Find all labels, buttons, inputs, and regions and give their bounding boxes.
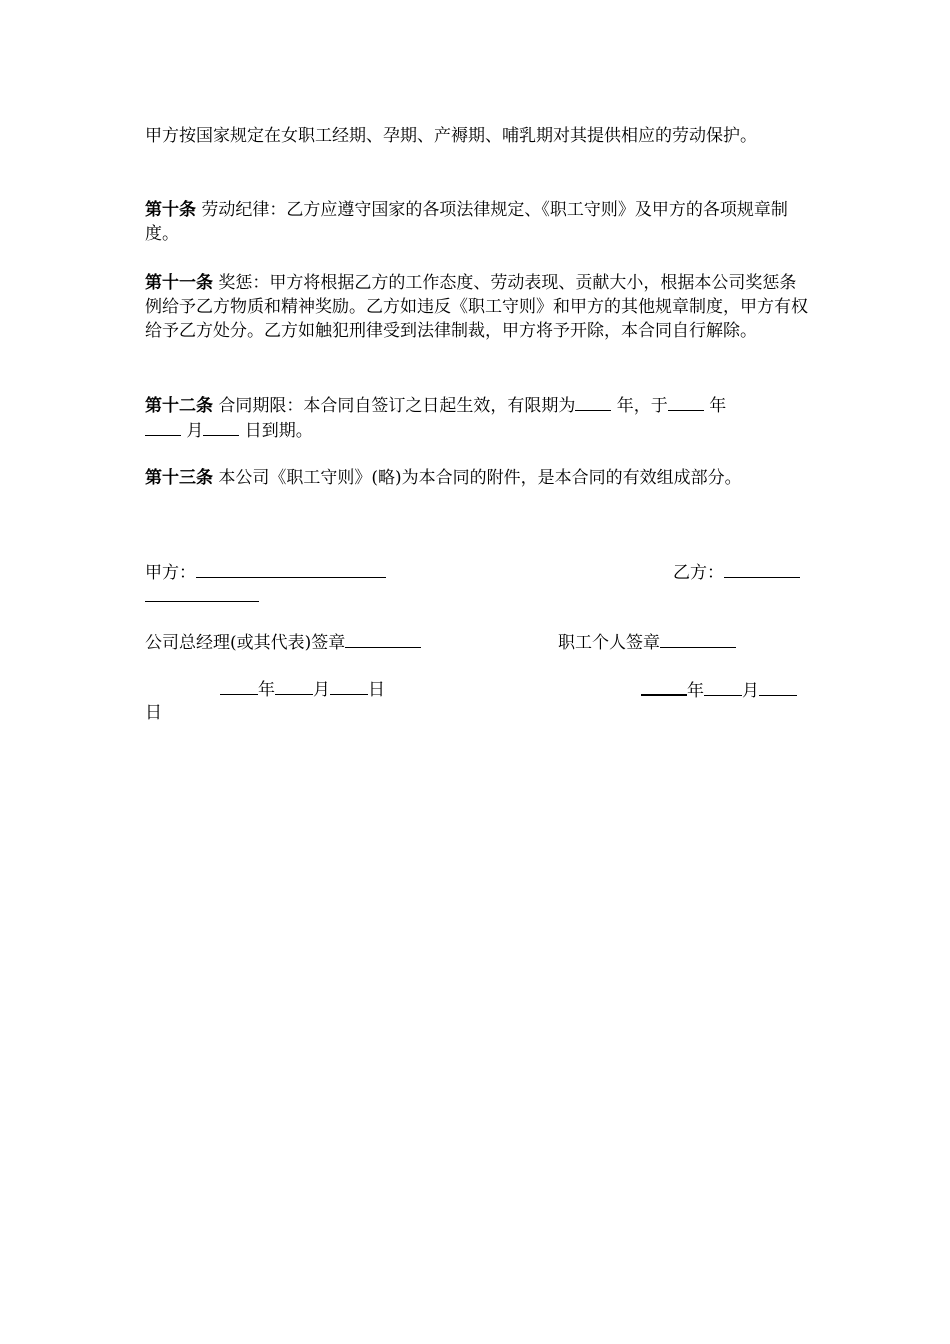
party-b-line: [673, 560, 800, 585]
article-12-text-d: 月: [181, 421, 204, 441]
article-10: [145, 198, 810, 246]
party-b-blank-2[interactable]: [145, 584, 259, 602]
date-a-day-label: 日: [368, 680, 385, 700]
paragraph-text: 甲方按国家规定在女职工经期、孕期、产褥期、哺乳期对其提供相应的劳动保护。: [145, 126, 757, 146]
article-13-text: 本公司《职工守则》(略)为本合同的附件，是本合同的有效组成部分。: [213, 468, 742, 488]
date-line-a: [220, 677, 385, 702]
blank-end-month: [145, 418, 181, 436]
manager-sign-label: 公司总经理(或其代表)签章: [145, 633, 346, 653]
party-a-line: [145, 560, 386, 585]
date-line-b-continuation: [145, 701, 162, 725]
article-11-text: 奖惩：甲方将根据乙方的工作态度、劳动表现、贡献大小，根据本公司奖惩条例给予乙方物质和精神奖励。乙方如违反《职工守则》和甲方的其他规章制度，甲方有权给予乙方处分。乙方如触犯刑律受到法律制裁，甲方将予开除，本合同自行解除。: [145, 273, 808, 341]
employee-sign-blank[interactable]: [660, 630, 736, 648]
date-a-year-blank[interactable]: [220, 677, 258, 695]
employee-sign-line: [558, 630, 736, 655]
article-13: [145, 466, 825, 490]
blank-end-year: [668, 393, 704, 411]
date-line-b: [641, 677, 797, 703]
party-b-label: 乙方：: [673, 563, 724, 583]
article-12-text-b: 年，于: [611, 396, 668, 416]
article-12-text-c: 年: [703, 396, 727, 416]
blank-period-years: [575, 393, 611, 411]
party-b-blank[interactable]: [724, 560, 800, 578]
article-11-label: 第十一条: [145, 273, 213, 293]
blank-end-day: [203, 418, 239, 436]
date-a-month-label: 月: [313, 680, 330, 700]
date-b-day-label: 日: [145, 703, 162, 723]
party-a-blank[interactable]: [196, 560, 386, 578]
article-10-text: 劳动纪律：乙方应遵守国家的各项法律规定、《职工守则》及甲方的各项规章制度。: [145, 200, 788, 244]
employee-sign-label: 职工个人签章: [558, 633, 660, 653]
date-b-year-blank[interactable]: [641, 677, 687, 696]
article-12-text-e: 日到期。: [239, 421, 313, 441]
date-b-month-blank[interactable]: [704, 678, 742, 696]
date-b-month-label: 月: [742, 681, 759, 701]
article-11: [145, 271, 810, 343]
article-10-label: 第十条: [145, 200, 196, 220]
date-b-day-blank[interactable]: [759, 678, 797, 696]
article-13-label: 第十三条: [145, 468, 213, 488]
manager-sign-line: [145, 630, 421, 655]
party-a-label: 甲方：: [145, 563, 196, 583]
article-12: [145, 393, 810, 443]
article-12-label: 第十二条: [145, 396, 213, 416]
date-b-year-label: 年: [687, 681, 704, 701]
manager-sign-blank[interactable]: [345, 630, 421, 648]
party-b-blank-continuation: [145, 584, 259, 609]
article-12-text-a: 合同期限：本合同自签订之日起生效，有限期为: [213, 396, 576, 416]
date-a-day-blank[interactable]: [330, 677, 368, 695]
paragraph-labor-protection: [145, 124, 810, 148]
date-a-year-label: 年: [258, 680, 275, 700]
date-a-month-blank[interactable]: [275, 677, 313, 695]
